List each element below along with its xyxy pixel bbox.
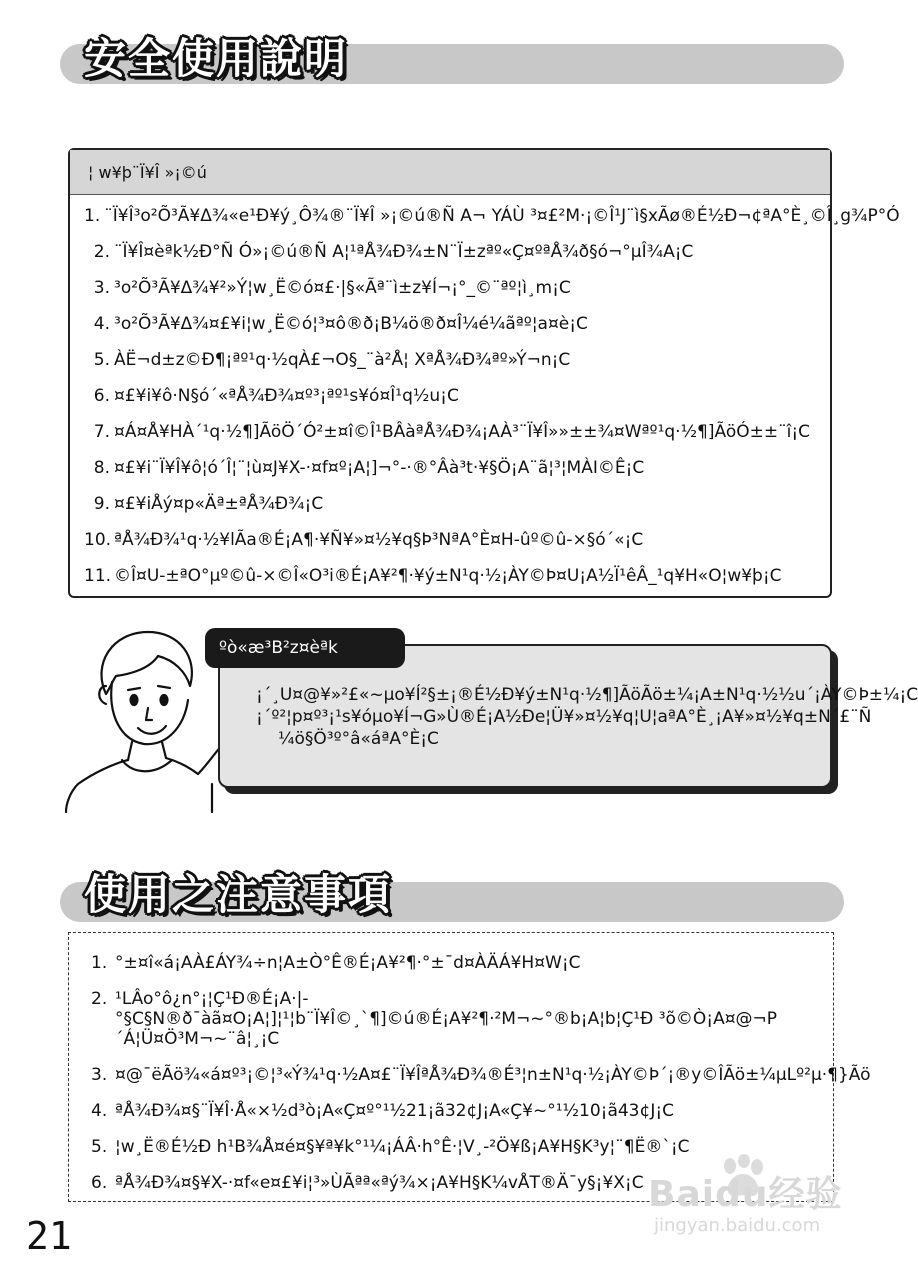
item-number: 2. bbox=[93, 242, 110, 262]
page-number: 21 bbox=[26, 1214, 72, 1258]
watermark-url: jingyan.baidu.com bbox=[654, 1215, 821, 1236]
list-item bbox=[84, 494, 844, 530]
section1-title: 安全使用說明 bbox=[84, 34, 349, 83]
list-item bbox=[84, 350, 844, 386]
item-number: 5. bbox=[91, 1137, 108, 1157]
item-text: ©Î¤U-±ªO°µº©û-×©Î«O³i®É¡A¥²¶·¥ý±N¹q·½¡ÀY©Þ¤U¡A½Ï¹êÂ_¹q¥H«O¦w¥þ¡C bbox=[114, 566, 782, 586]
item-text: ªÅ¾Ð¾¤§¨Ï¥Î·Å«×½d³ò¡A«Ç¤º°¹½21¡ã32¢J¡A«Ç¥~°¹½10¡ã43¢J¡C bbox=[115, 1101, 675, 1121]
list-item bbox=[84, 530, 844, 566]
list-item bbox=[84, 278, 844, 314]
item-text: ¨Ï¥Î³o²Õ³Ã¥Δ¾«e¹Ð¥ý¸Ô¾®¨Ï¥Î »¡©ú®Ñ A¬ YÁÙ ³¤£²M·¡©Î¹J¨ì§xÃø®É½Ð¬¢ªA°È¸©Î¸g¾P°Ó bbox=[104, 206, 900, 226]
item-number: 11. bbox=[84, 566, 112, 586]
emergency-handling-label: ºò«æ³B²z¤èªk bbox=[205, 628, 405, 668]
item-number: 5. bbox=[93, 350, 110, 370]
tip-line: ¼ö§Ö³º°â«áªA°È¡C bbox=[278, 729, 439, 749]
item-number: 4. bbox=[91, 1101, 108, 1121]
item-text: ³o²Õ³Ã¥Δ¾¤£¥i¦w¸Ë©ó¦³¤ô®ð¡B¼ö®ð¤Î¼é¼ãªº¦a¤è¡C bbox=[114, 314, 588, 334]
item-number: 6. bbox=[93, 386, 110, 406]
item-text: °±¤î«á¡AÀ£ÁY¾÷n¦A±Ò°Ê®É¡A¥²¶·°±¯d¤ÀÄÁ¥H¤W¡C bbox=[115, 953, 581, 973]
item-number: 10. bbox=[84, 530, 112, 550]
list-item bbox=[84, 314, 844, 350]
item-number: 2. bbox=[91, 989, 108, 1009]
item-number: 3. bbox=[91, 1065, 108, 1085]
list-item bbox=[91, 989, 831, 1049]
item-text: ¤@¯ëÃö¾«á¤º³¡©¦³«Ý¾¹q·½A¤£¨Ï¥ÎªÅ¾Ð¾®É³¦n±N¹q·½¡ÀY©Þ´¡®y©ÎÃö±¼µLº²µ·¶}Ãö bbox=[115, 1065, 871, 1085]
list-item bbox=[84, 386, 844, 422]
item-text: ¤Á¤Å¥HÀ´¹q·½¶]ÃöÖ´Ó²±¤î©Î¹BÂàªÅ¾Ð¾¡AÀ³¨Ï¥Î»»±±¾¤Wªº¹q·½¶]ÃöÓ±±¨î¡C bbox=[114, 422, 811, 442]
safety-list bbox=[84, 206, 900, 602]
item-number: 8. bbox=[93, 458, 110, 478]
item-number: 6. bbox=[91, 1173, 108, 1193]
item-number: 3. bbox=[93, 278, 110, 298]
item-text: ªÅ¾Ð¾¤§¥X-·¤f«e¤£¥i¦³»ÙÃªª«ªý¾×¡A¥H§K¼vÅT®Ä¯y§¡¥X¡C bbox=[115, 1173, 644, 1193]
list-item bbox=[91, 953, 831, 973]
safety-box-heading: ¦ w¥þ¨Ï¥Î »¡©ú bbox=[70, 150, 830, 195]
item-number: 9. bbox=[93, 494, 110, 514]
list-item bbox=[84, 242, 844, 278]
list-item bbox=[84, 566, 844, 602]
list-item bbox=[84, 206, 900, 242]
list-item bbox=[91, 1101, 831, 1121]
list-item bbox=[84, 422, 844, 458]
item-number: 7. bbox=[93, 422, 110, 442]
item-number: 4. bbox=[93, 314, 110, 334]
item-text: ¤£¥iÅý¤p«Äª±ªÅ¾Ð¾¡C bbox=[114, 494, 324, 514]
list-item bbox=[91, 1065, 871, 1085]
item-text: ªÅ¾Ð¾¹q·½¥lÃa®É¡A¶·¥Ñ¥»¤½¥q§Þ³NªA°È¤H-ûº©û-×§ó´«¡C bbox=[114, 530, 644, 550]
item-text: ¨Ï¥Î¤èªk½Ð°Ñ Ó»¡©ú®Ñ A¦¹ªÅ¾Ð¾±N¨Ï±zªº«Ç¤ºªÅ¾ð§ó¬°µÎ¾A¡C bbox=[114, 242, 694, 262]
list-item bbox=[84, 458, 844, 494]
item-text: ÀË¬d±z©Ð¶¡ªº¹q·½qÀ£¬O§_¨à²Å¦ XªÅ¾Ð¾ªº»Ý¬n¡C bbox=[114, 350, 571, 370]
tip-line: ¡´º²¦p¤º³¡¹s¥óµo¥Í¬G»Ù®É¡A½Ðe¦Ü¥»¤½¥q¦U¦aªA°È¸¡A¥»¤½¥q±N´£¨Ñ bbox=[256, 707, 872, 727]
tip-line: ¡´¸U¤@¥»²£«~µo¥Í²§±¡®É½Ð¥ý±N¹q·½¶]ÃöÃö±¼¡A±N¹q·½½u´¡ÀY©Þ±¼¡C bbox=[256, 685, 918, 705]
watermark-brand: Baidu经验 bbox=[648, 1174, 843, 1215]
item-text: ¦w¸Ë®É½Ð h¹B¾Å¤é¤§¥ª¥k°¹¼¡ÁÂ·h°Ê·¦V¸-²Ö¥ß¡A¥H§K³y¦¨¶Ë®`¡C bbox=[115, 1137, 690, 1157]
item-number: 1. bbox=[91, 953, 108, 973]
item-number: 1. bbox=[84, 206, 101, 226]
item-text: ¹LÂo°ô¿n°¡¦Ç¹Ð®É¡A·|-°§C§N®ð¯àã¤O¡A¦]¦¹¦b¨Ï¥Î©¸`¶]©ú®É¡A¥²¶·²M¬~°®b¡A¦b¦Ç¹Ð ³õ©Ò¡A¤@¬P´Á¦Ü¤Ö³M¬~¨â¦¸¡C bbox=[115, 989, 778, 1049]
item-text: ¤£¥i¥ô·N§ó´«ªÅ¾Ð¾¤º³¡ªº¹s¥ó¤Î¹q½u¡C bbox=[114, 386, 459, 406]
section2-title: 使用之注意事項 bbox=[84, 870, 393, 919]
item-text: ¤£¥i¨Ï¥Î¥ô¦ó´Î¦¨¦ù¤J¥X-·¤f¤º¡A¦]¬°-·®°Âà³t·¥§Ö¡A¨ã¦³¦MÀI©Ê¡C bbox=[114, 458, 645, 478]
safety-box bbox=[68, 148, 900, 598]
item-text: ³o²Õ³Ã¥Δ¾¥²»Ý¦w¸Ë©ó¤£·|§«Ãª¨ì±z¥Í¬¡°_©¨ªº¦ì¸m¡C bbox=[114, 278, 571, 298]
